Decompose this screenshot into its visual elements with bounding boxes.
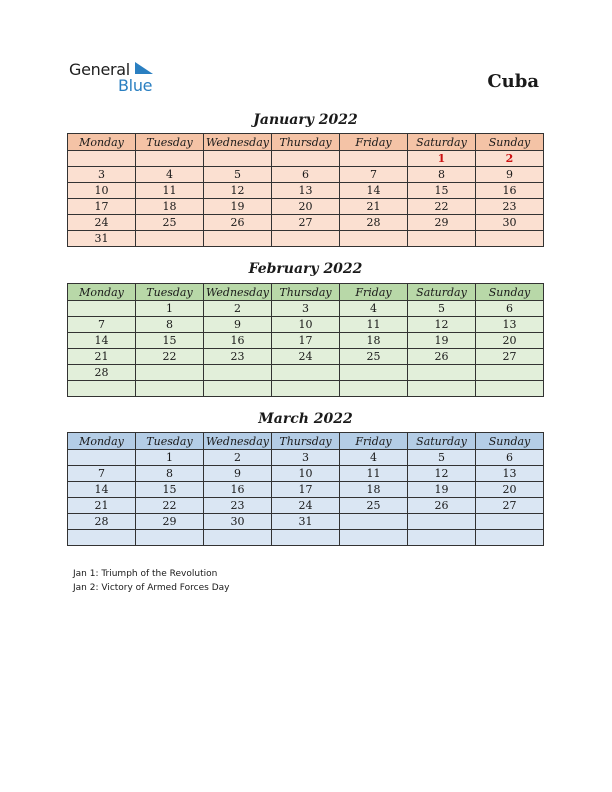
day-cell: 29	[408, 215, 476, 231]
day-cell: 26	[204, 215, 272, 231]
day-cell: 22	[136, 349, 204, 365]
week-row	[68, 231, 544, 247]
week-row	[68, 333, 544, 349]
empty-day-cell	[136, 381, 204, 397]
weekday-header: Wednesday	[204, 433, 272, 450]
calendar-january	[67, 133, 544, 247]
weekday-header: Thursday	[272, 134, 340, 151]
empty-day-cell	[340, 365, 408, 381]
day-cell: 3	[272, 301, 340, 317]
month-title-january: January 2022	[253, 112, 358, 128]
empty-day-cell	[68, 530, 136, 546]
weekday-header: Sunday	[476, 433, 544, 450]
day-cell: 23	[204, 498, 272, 514]
day-cell: 31	[68, 231, 136, 247]
weekday-header: Friday	[340, 284, 408, 301]
day-cell: 13	[476, 466, 544, 482]
week-row	[68, 450, 544, 466]
day-cell: 2	[476, 151, 544, 167]
day-cell: 14	[68, 333, 136, 349]
day-cell: 1	[136, 450, 204, 466]
empty-day-cell	[340, 231, 408, 247]
day-cell: 29	[136, 514, 204, 530]
day-cell: 26	[408, 498, 476, 514]
day-cell: 2	[204, 450, 272, 466]
day-cell: 14	[340, 183, 408, 199]
empty-day-cell	[272, 530, 340, 546]
week-row	[68, 530, 544, 546]
day-cell: 21	[68, 349, 136, 365]
day-cell: 7	[68, 466, 136, 482]
day-cell: 12	[204, 183, 272, 199]
empty-day-cell	[476, 381, 544, 397]
day-cell: 16	[204, 333, 272, 349]
day-cell: 28	[340, 215, 408, 231]
day-cell: 15	[408, 183, 476, 199]
weekday-header: Thursday	[272, 433, 340, 450]
day-cell: 25	[340, 349, 408, 365]
day-cell: 9	[204, 466, 272, 482]
empty-day-cell	[476, 365, 544, 381]
week-row	[68, 199, 544, 215]
empty-day-cell	[476, 530, 544, 546]
day-cell: 25	[136, 215, 204, 231]
empty-day-cell	[136, 151, 204, 167]
day-cell: 4	[340, 450, 408, 466]
day-cell: 24	[272, 498, 340, 514]
day-cell: 6	[272, 167, 340, 183]
weekday-header: Tuesday	[136, 134, 204, 151]
week-row	[68, 183, 544, 199]
logo-triangle-icon	[135, 62, 153, 76]
day-cell: 23	[204, 349, 272, 365]
empty-day-cell	[204, 530, 272, 546]
day-cell: 22	[136, 498, 204, 514]
day-cell: 24	[272, 349, 340, 365]
empty-day-cell	[204, 231, 272, 247]
empty-day-cell	[408, 530, 476, 546]
month-title-february: February 2022	[248, 261, 363, 277]
week-row	[68, 498, 544, 514]
empty-day-cell	[476, 514, 544, 530]
day-cell: 27	[272, 215, 340, 231]
day-cell: 25	[340, 498, 408, 514]
day-cell: 19	[204, 199, 272, 215]
day-cell: 30	[476, 215, 544, 231]
day-cell: 1	[408, 151, 476, 167]
day-cell: 28	[68, 514, 136, 530]
week-row	[68, 349, 544, 365]
logo-text-blue: Blue	[118, 76, 153, 95]
day-cell: 2	[204, 301, 272, 317]
weekday-header: Wednesday	[204, 134, 272, 151]
week-row	[68, 301, 544, 317]
weekday-header: Thursday	[272, 284, 340, 301]
empty-day-cell	[68, 450, 136, 466]
day-cell: 3	[68, 167, 136, 183]
holiday-notes	[73, 567, 229, 595]
calendar-march	[67, 432, 544, 546]
day-cell: 20	[476, 333, 544, 349]
holiday-note: Jan 2: Victory of Armed Forces Day	[73, 583, 230, 593]
day-cell: 21	[340, 199, 408, 215]
day-cell: 17	[272, 333, 340, 349]
empty-day-cell	[136, 231, 204, 247]
day-cell: 11	[136, 183, 204, 199]
logo-text-general: General	[69, 60, 130, 79]
day-cell: 28	[68, 365, 136, 381]
week-row	[68, 365, 544, 381]
day-cell: 11	[340, 466, 408, 482]
weekday-header: Wednesday	[204, 284, 272, 301]
empty-day-cell	[340, 514, 408, 530]
weekday-header: Sunday	[476, 134, 544, 151]
empty-day-cell	[204, 365, 272, 381]
day-cell: 19	[408, 482, 476, 498]
day-cell: 11	[340, 317, 408, 333]
day-cell: 17	[272, 482, 340, 498]
empty-day-cell	[272, 151, 340, 167]
empty-day-cell	[204, 151, 272, 167]
empty-day-cell	[340, 151, 408, 167]
day-cell: 31	[272, 514, 340, 530]
day-cell: 5	[408, 301, 476, 317]
week-row	[68, 381, 544, 397]
empty-day-cell	[272, 365, 340, 381]
day-cell: 20	[272, 199, 340, 215]
day-cell: 8	[136, 317, 204, 333]
weekday-header: Saturday	[408, 433, 476, 450]
weekday-header: Monday	[68, 433, 136, 450]
day-cell: 6	[476, 450, 544, 466]
day-cell: 9	[476, 167, 544, 183]
day-cell: 4	[340, 301, 408, 317]
day-cell: 21	[68, 498, 136, 514]
weekday-header: Saturday	[408, 134, 476, 151]
weekday-header: Saturday	[408, 284, 476, 301]
day-cell: 12	[408, 466, 476, 482]
day-cell: 7	[340, 167, 408, 183]
empty-day-cell	[408, 365, 476, 381]
weekday-header-row	[68, 433, 544, 450]
empty-day-cell	[68, 381, 136, 397]
day-cell: 19	[408, 333, 476, 349]
empty-day-cell	[272, 381, 340, 397]
week-row	[68, 514, 544, 530]
day-cell: 9	[204, 317, 272, 333]
weekday-header: Sunday	[476, 284, 544, 301]
day-cell: 8	[136, 466, 204, 482]
day-cell: 24	[68, 215, 136, 231]
day-cell: 27	[476, 498, 544, 514]
brand-logo	[69, 60, 169, 96]
day-cell: 16	[476, 183, 544, 199]
day-cell: 18	[340, 333, 408, 349]
day-cell: 10	[68, 183, 136, 199]
empty-day-cell	[476, 231, 544, 247]
weekday-header: Friday	[340, 134, 408, 151]
week-row	[68, 151, 544, 167]
day-cell: 6	[476, 301, 544, 317]
empty-day-cell	[68, 301, 136, 317]
empty-day-cell	[136, 530, 204, 546]
empty-day-cell	[272, 231, 340, 247]
month-title-march: March 2022	[258, 411, 353, 427]
day-cell: 5	[204, 167, 272, 183]
holiday-note: Jan 1: Triumph of the Revolution	[73, 569, 218, 579]
day-cell: 26	[408, 349, 476, 365]
day-cell: 1	[136, 301, 204, 317]
empty-day-cell	[408, 231, 476, 247]
day-cell: 10	[272, 317, 340, 333]
week-row	[68, 466, 544, 482]
day-cell: 10	[272, 466, 340, 482]
day-cell: 8	[408, 167, 476, 183]
calendar-february	[67, 283, 544, 397]
day-cell: 22	[408, 199, 476, 215]
day-cell: 20	[476, 482, 544, 498]
week-row	[68, 317, 544, 333]
day-cell: 30	[204, 514, 272, 530]
weekday-header: Tuesday	[136, 433, 204, 450]
day-cell: 27	[476, 349, 544, 365]
empty-day-cell	[204, 381, 272, 397]
weekday-header: Monday	[68, 284, 136, 301]
empty-day-cell	[408, 514, 476, 530]
week-row	[68, 482, 544, 498]
empty-day-cell	[136, 365, 204, 381]
day-cell: 18	[340, 482, 408, 498]
week-row	[68, 167, 544, 183]
empty-day-cell	[68, 151, 136, 167]
day-cell: 4	[136, 167, 204, 183]
day-cell: 14	[68, 482, 136, 498]
weekday-header: Tuesday	[136, 284, 204, 301]
weekday-header-row	[68, 134, 544, 151]
weekday-header: Friday	[340, 433, 408, 450]
day-cell: 13	[476, 317, 544, 333]
country-title: Cuba	[487, 71, 539, 92]
weekday-header: Monday	[68, 134, 136, 151]
day-cell: 12	[408, 317, 476, 333]
day-cell: 15	[136, 482, 204, 498]
empty-day-cell	[340, 381, 408, 397]
weekday-header-row	[68, 284, 544, 301]
day-cell: 7	[68, 317, 136, 333]
day-cell: 3	[272, 450, 340, 466]
week-row	[68, 215, 544, 231]
empty-day-cell	[408, 381, 476, 397]
day-cell: 23	[476, 199, 544, 215]
day-cell: 17	[68, 199, 136, 215]
day-cell: 18	[136, 199, 204, 215]
day-cell: 16	[204, 482, 272, 498]
day-cell: 13	[272, 183, 340, 199]
day-cell: 5	[408, 450, 476, 466]
empty-day-cell	[340, 530, 408, 546]
day-cell: 15	[136, 333, 204, 349]
